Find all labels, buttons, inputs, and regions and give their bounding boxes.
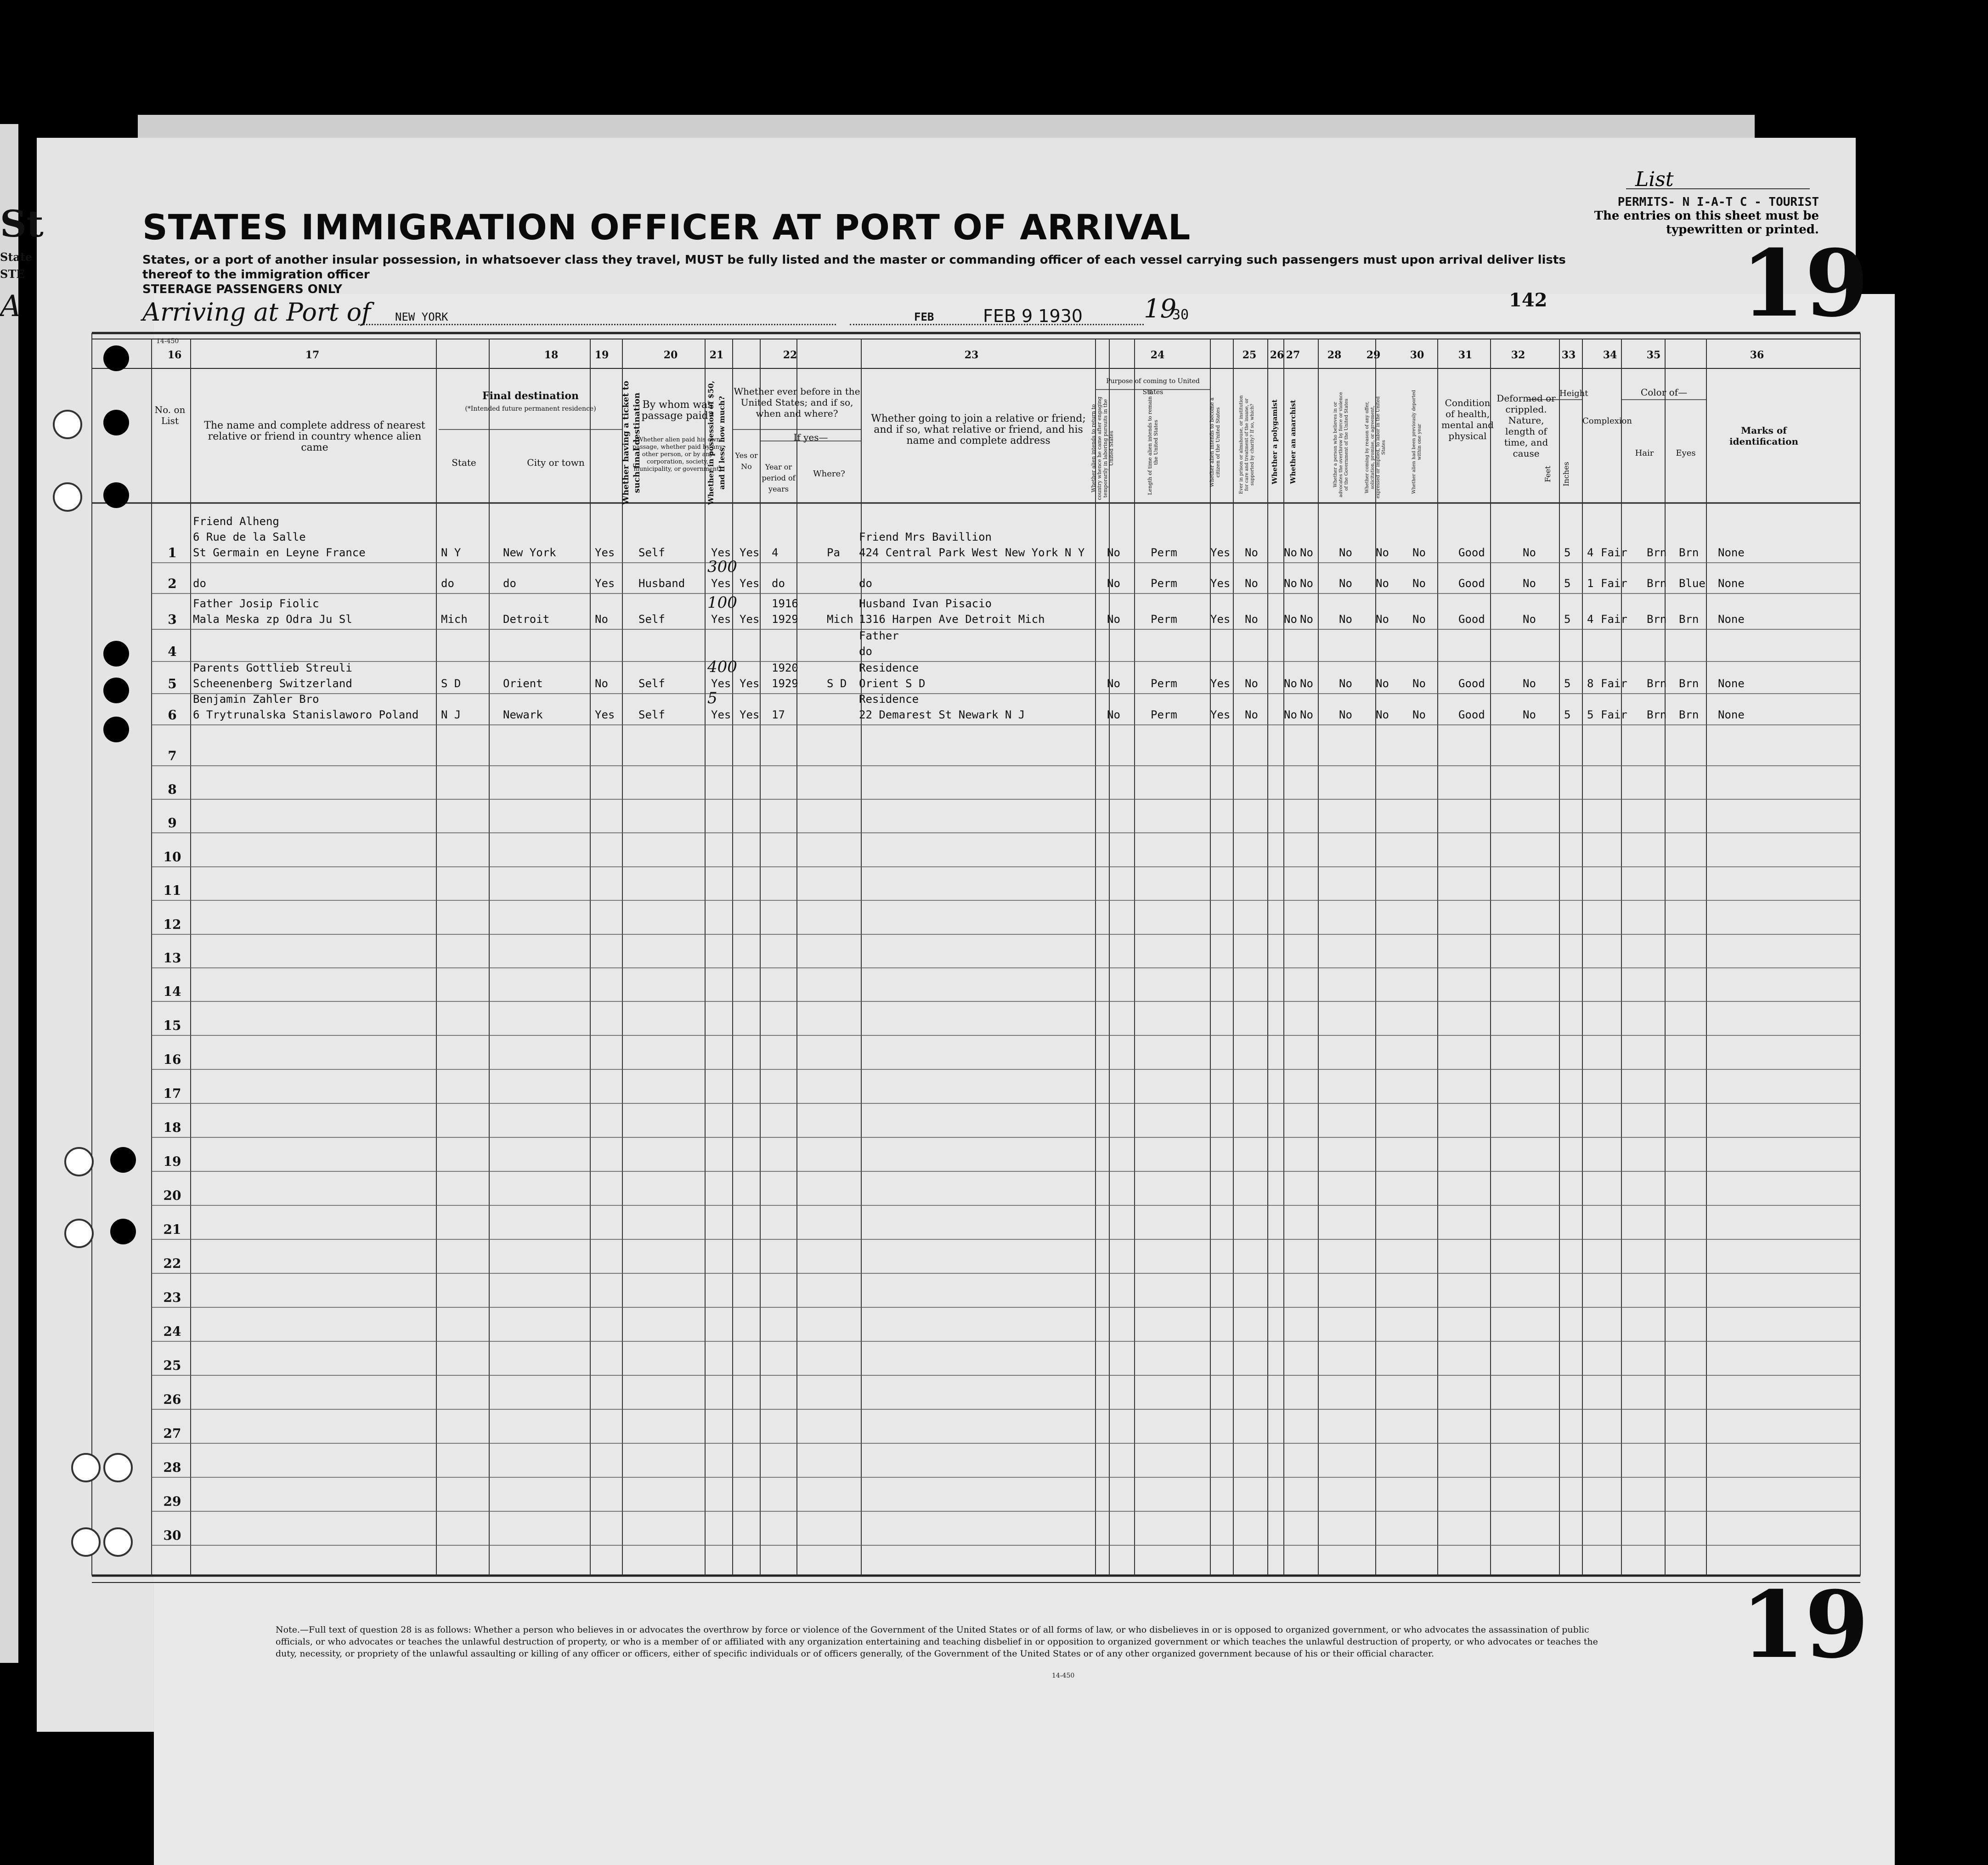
cell-years: do: [772, 577, 785, 590]
column-number: 31: [1458, 349, 1473, 361]
typed-note: The entries on this sheet must be typewritten or printed.: [1594, 209, 1819, 237]
cell-where: S D: [827, 677, 847, 690]
punch-ring: [103, 1453, 133, 1482]
cell-overthrow: No: [1339, 546, 1352, 559]
cell-polyg: No: [1284, 613, 1297, 626]
col31-header: Condition of health, mental and physical: [1441, 397, 1494, 441]
cell-eyes: Blue: [1679, 577, 1706, 590]
cell-hair: Brn: [1647, 546, 1667, 559]
col19-header: Whether having a ticket to such final destination: [621, 380, 642, 505]
left-margin-fragment: St: [0, 202, 44, 245]
cell-city: Newark: [503, 708, 543, 721]
cell-city: Detroit: [503, 613, 550, 626]
cell-hair: Brn: [1647, 613, 1667, 626]
punch-ring: [71, 1527, 101, 1557]
cell-health: Good: [1458, 613, 1485, 626]
col22-yesno: Yes or No: [735, 451, 758, 471]
punch-hole: [103, 345, 129, 371]
cell-city: New York: [503, 546, 556, 559]
cell-overthrow: No: [1339, 613, 1352, 626]
arriving-label: Arriving at Port of: [142, 298, 371, 327]
list-label: List: [1635, 168, 1674, 191]
cell-join-1: Residence: [859, 661, 919, 674]
cell-relative-2: Mala Meska zp Odra Ju Sl: [193, 613, 352, 626]
cell-before: Yes: [740, 708, 760, 721]
row-number: 9: [168, 815, 177, 831]
cell-health: Good: [1458, 546, 1485, 559]
port-value: NEW YORK: [395, 311, 448, 323]
column-number: 25: [1242, 349, 1257, 361]
cell-labor: No: [1376, 708, 1389, 721]
punch-hole: [103, 717, 129, 742]
cell-before: Yes: [740, 677, 760, 690]
cell-prison: No: [1245, 613, 1258, 626]
cell-where: Mich: [827, 613, 853, 626]
cell-overthrow: No: [1339, 677, 1352, 690]
col33-header: Height: [1559, 389, 1588, 398]
cell-before: Yes: [740, 613, 760, 626]
cell-overthrow: No: [1339, 577, 1352, 590]
row-number: 22: [163, 1256, 181, 1271]
col36-header: Marks of identification: [1729, 425, 1799, 447]
cell-feet: 5: [1564, 677, 1571, 690]
row-number: 23: [163, 1290, 181, 1305]
cell-health: Good: [1458, 708, 1485, 721]
left-margin-fragment: A: [0, 289, 22, 323]
cell-deformed: No: [1523, 546, 1536, 559]
cell-paid-by: Self: [638, 677, 665, 690]
instructions-text: States, or a port of another insular possession, in whatsoever class they travel, MUST be fully listed and the master or commanding officer of each vessel carrying such passengers must upon arrival deliver lists thereof to the immigration officer: [142, 253, 1566, 282]
row-number: 29: [163, 1494, 181, 1509]
cell-citizen: Yes: [1210, 546, 1231, 559]
row-number: 21: [163, 1222, 181, 1237]
cell-join-1: Father: [859, 629, 899, 642]
cell-paid-by: Self: [638, 546, 665, 559]
column-number: 16: [167, 349, 182, 361]
punch-hole: [103, 641, 129, 667]
row-number: 13: [163, 950, 181, 966]
passenger-class: STEERAGE PASSENGERS ONLY: [142, 283, 342, 296]
cell-length: Perm: [1151, 613, 1177, 626]
cell-join-2: Orient S D: [859, 677, 926, 690]
col22-header: Whether ever before in the United States; and if so, when and where?: [734, 386, 860, 419]
column-number: 27: [1286, 349, 1300, 361]
sheet-number-bottom: 19: [1741, 1571, 1869, 1679]
form-code: 14-450: [156, 338, 179, 345]
cell-deformed: No: [1523, 708, 1536, 721]
row-number: 27: [163, 1426, 181, 1441]
col29-header: Whether coming by reason of any offer, solicitation, promise, or agreement, expressed or implied, to labor in the United States: [1365, 396, 1386, 499]
sheet-number-top: 19: [1741, 230, 1869, 338]
cell-relative-2: Scheenenberg Switzerland: [193, 677, 352, 690]
cell-inches: 5: [1587, 708, 1594, 721]
col35-hair: Hair: [1635, 448, 1654, 458]
col20-note: (Whether alien paid his own passage, whether paid by any other person, or by any corporation, society, municipality, or government): [632, 436, 723, 473]
row-number: 24: [163, 1324, 181, 1339]
punch-ring: [64, 1219, 94, 1248]
column-number: 36: [1750, 349, 1764, 361]
col33-inches: Inches: [1562, 462, 1570, 486]
cell-relative-3: St Germain en Leyne France: [193, 546, 366, 559]
cell-marks: None: [1718, 577, 1745, 590]
column-number: 34: [1603, 349, 1617, 361]
cell-prison: No: [1245, 677, 1258, 690]
cell-labor: No: [1376, 577, 1389, 590]
col20-header: By whom was passage paid?: [641, 399, 714, 422]
cell-complexion: Fair: [1601, 708, 1627, 721]
cell-complexion: Fair: [1601, 577, 1627, 590]
col27-header: Whether an anarchist: [1289, 400, 1297, 484]
cell-deformed: No: [1523, 577, 1536, 590]
col30-header: Whether alien had been previously deported within one year: [1412, 390, 1422, 494]
cell-marks: None: [1718, 677, 1745, 690]
cell-money-note: 100: [707, 593, 737, 612]
row-number: 14: [163, 984, 181, 999]
col35-header: Color of—: [1640, 387, 1688, 398]
cell-years: 17: [772, 708, 785, 721]
col26-header: Whether a polygamist: [1271, 399, 1279, 485]
column-number: 21: [709, 349, 724, 361]
cell-relative-1: Friend Alheng: [193, 515, 279, 528]
cell-eyes: Brn: [1679, 677, 1699, 690]
cell-length: Perm: [1151, 546, 1177, 559]
cell-labor: No: [1376, 546, 1389, 559]
cell-inches: 8: [1587, 677, 1594, 690]
row-number: 19: [163, 1154, 181, 1169]
cell-join-2: 22 Demarest St Newark N J: [859, 708, 1025, 721]
cell-polyg: No: [1284, 546, 1297, 559]
year-suffix: 30: [1172, 307, 1189, 323]
cell-money: Yes: [711, 677, 731, 690]
cell-inches: 4: [1587, 546, 1594, 559]
punch-ring: [53, 410, 82, 439]
cell-hair: Brn: [1647, 577, 1667, 590]
col24c-header: Whether alien intends to become a citizen of the United States: [1209, 397, 1221, 487]
cell-eyes: Brn: [1679, 546, 1699, 559]
cell-hair: Brn: [1647, 708, 1667, 721]
row-number: 20: [163, 1188, 181, 1203]
cell-citizen: Yes: [1210, 577, 1231, 590]
cell-ticket: Yes: [595, 546, 615, 559]
col18-state-header: State: [452, 457, 476, 468]
cell-money: Yes: [711, 546, 731, 559]
cell-anarch: No: [1300, 677, 1313, 690]
punch-hole: [103, 410, 129, 435]
col18-note: (*Intended future permanent residence): [465, 405, 596, 413]
column-number: 35: [1646, 349, 1661, 361]
cell-relative-1: Father Josip Fiolic: [193, 597, 319, 610]
row-number: 15: [163, 1018, 181, 1033]
row-number: 11: [163, 883, 181, 898]
month-value: FEB: [914, 311, 934, 323]
cell-anarch: No: [1300, 577, 1313, 590]
col35-eyes: Eyes: [1676, 448, 1696, 458]
cell-deformed: No: [1523, 613, 1536, 626]
col22-ifyes: If yes—: [793, 432, 828, 443]
punch-hole: [103, 678, 129, 703]
cell-years: 1920: [772, 661, 798, 674]
col33-feet: Feet: [1543, 466, 1552, 482]
cell-relative-1: Parents Gottlieb Streuli: [193, 661, 352, 674]
cell-citizen: Yes: [1210, 708, 1231, 721]
list-number: 142: [1509, 289, 1547, 311]
col24b-header: Length of time alien intends to remain in the United States: [1147, 390, 1159, 495]
cell-where: Pa: [827, 546, 840, 559]
cell-ticket: Yes: [595, 577, 615, 590]
column-number: 17: [305, 349, 320, 361]
punch-hole: [110, 1219, 136, 1244]
cell-feet: 5: [1564, 613, 1571, 626]
row-number: 10: [163, 849, 181, 865]
cell-relative-1: Benjamin Zahler Bro: [193, 693, 319, 706]
cell-anarch: No: [1300, 708, 1313, 721]
cell-anarch: No: [1300, 546, 1313, 559]
cell-join-2: do: [859, 645, 872, 658]
cell-state: Mich: [441, 613, 468, 626]
cell-state: N J: [441, 708, 461, 721]
cell-overthrow: No: [1339, 708, 1352, 721]
punch-hole: [103, 482, 129, 508]
cell-before: Yes: [740, 577, 760, 590]
cell-join-1: Husband Ivan Pisacio: [859, 597, 992, 610]
row-number: 1: [168, 545, 177, 560]
row-number: 2: [168, 576, 177, 591]
cell-state: S D: [441, 677, 461, 690]
cell-complexion: Fair: [1601, 613, 1627, 626]
row-number: 6: [168, 707, 177, 723]
cell-return: No: [1107, 677, 1120, 690]
cell-feet: 5: [1564, 577, 1571, 590]
row-number: 17: [163, 1086, 181, 1101]
row-number: 5: [168, 676, 177, 691]
cell-marks: None: [1718, 613, 1745, 626]
row-number: 12: [163, 917, 181, 932]
page-title: STATES IMMIGRATION OFFICER AT PORT OF ARRIVAL: [142, 207, 1191, 248]
col16-header: No. on List: [154, 404, 186, 426]
cell-polyg: No: [1284, 677, 1297, 690]
cell-marks: None: [1718, 708, 1745, 721]
col22-where: Where?: [813, 469, 845, 479]
cell-join-1: do: [859, 577, 872, 590]
cell-ticket: No: [595, 677, 608, 690]
punch-ring: [64, 1147, 94, 1176]
left-margin-fragment: STE: [0, 267, 25, 281]
cell-paid-by: Self: [638, 613, 665, 626]
cell-marks: None: [1718, 546, 1745, 559]
column-number: 26: [1270, 349, 1284, 361]
cell-anarch: No: [1300, 613, 1313, 626]
col18-header: Final destination: [482, 390, 579, 402]
column-number: 29: [1366, 349, 1381, 361]
col22-year: Year or period of years: [762, 463, 796, 493]
col25-header: Ever in prison or almshouse, or institution for care and treatment of the insane, or supported by charity? If so, which?: [1239, 395, 1255, 494]
row-number: 25: [163, 1358, 181, 1373]
col23-header: Whether going to join a relative or friend; and if so, what relative or friend, and his name and complete address: [871, 413, 1086, 446]
cell-eyes: Brn: [1679, 708, 1699, 721]
left-margin-fragment: State: [0, 250, 33, 264]
cell-return: No: [1107, 546, 1120, 559]
punch-hole: [110, 1147, 136, 1173]
date-stamp: FEB 9 1930: [983, 306, 1083, 326]
cell-inches: 1: [1587, 577, 1594, 590]
cell-relative-2: 6 Trytrunalska Stanislaworo Poland: [193, 708, 419, 721]
cell-join-2: 424 Central Park West New York N Y: [859, 546, 1085, 559]
punch-ring: [53, 482, 82, 512]
footer-form-code: 14-450: [1052, 1672, 1075, 1679]
row-number: 28: [163, 1460, 181, 1475]
cell-health: Good: [1458, 677, 1485, 690]
cell-state: do: [441, 577, 454, 590]
cell-inches: 4: [1587, 613, 1594, 626]
column-number: 23: [964, 349, 979, 361]
row-number: 16: [163, 1052, 181, 1067]
cell-years: 1916: [772, 597, 798, 610]
cell-join-2: 1316 Harpen Ave Detroit Mich: [859, 613, 1045, 626]
cell-join-1: Residence: [859, 693, 919, 706]
cell-join-1: Friend Mrs Bavillion: [859, 531, 992, 543]
cell-prison: No: [1245, 577, 1258, 590]
cell-money: Yes: [711, 708, 731, 721]
footnote-question-28: Note.—Full text of question 28 is as follows: Whether a person who believes in or advocates the overthrow by force or violence of the Government of the United States or of all forms of law, or who disbelieves in or is opposed to organized government, or who advocates the assassination of public officials, or who advocates or teaches the unlawful destruction of property, or who is a member of or affiliated with any organization entertaining and teaching disbelief in or opposition to organized government or which teaches the unlawful destruction of property, or who advocates or teaches the duty, necessity, or propriety of the unlawful assaulting or killing of any officer or officers, either of specific individuals or of officers generally, of the Government of the United States or of any other organized government because of his or their official character.: [276, 1625, 1598, 1659]
cell-return: No: [1107, 708, 1120, 721]
column-number: 19: [594, 349, 609, 361]
cell-ticket: No: [595, 613, 608, 626]
row-number: 3: [168, 612, 177, 627]
cell-polyg: No: [1284, 577, 1297, 590]
cell-length: Perm: [1151, 577, 1177, 590]
row-number: 8: [168, 782, 177, 797]
cell-complexion: Fair: [1601, 546, 1627, 559]
cell-years-2: 1929: [772, 677, 798, 690]
cell-relative-1: do: [193, 577, 206, 590]
cell-length: Perm: [1151, 708, 1177, 721]
cell-ticket: Yes: [595, 708, 615, 721]
col28-header: Whether a person who believes in or advocates the overthrow by force or violence of the Government of the United States: [1333, 392, 1349, 497]
cell-citizen: Yes: [1210, 613, 1231, 626]
col17-header: The name and complete address of nearest relative or friend in country whence alien came: [204, 420, 425, 453]
permits-stamp: PERMITS- N I-A-T C - TOURIST: [1617, 195, 1819, 209]
col34-header: Complexion: [1582, 416, 1632, 426]
cell-money-note: 300: [707, 558, 737, 576]
cell-relative-2: 6 Rue de la Salle: [193, 531, 306, 543]
col21-header: Whether in possession of $50, and if less, how much?: [706, 380, 726, 505]
cell-deformed: No: [1523, 677, 1536, 690]
cell-health: Good: [1458, 577, 1485, 590]
cell-prison: No: [1245, 708, 1258, 721]
cell-money-note: 5: [707, 689, 717, 707]
col18-city-header: City or town: [527, 457, 585, 468]
cell-paid-by: Husband: [638, 577, 685, 590]
cell-length: Perm: [1151, 677, 1177, 690]
cell-money-note: 400: [707, 658, 737, 676]
cell-prison: No: [1245, 546, 1258, 559]
cell-state: N Y: [441, 546, 461, 559]
cell-years-2: 1929: [772, 613, 798, 626]
cell-deported: No: [1412, 708, 1426, 721]
cell-return: No: [1107, 613, 1120, 626]
cell-before: Yes: [740, 546, 760, 559]
cell-feet: 5: [1564, 708, 1571, 721]
col24a-header: Whether alien intends to return to country whence he came after engaging temporarily in laboring pursuits in the United States: [1090, 396, 1114, 500]
column-number: 33: [1561, 349, 1576, 361]
punch-ring: [71, 1453, 101, 1482]
col24-header: Purpose of coming to United States: [1106, 378, 1200, 396]
cell-paid-by: Self: [638, 708, 665, 721]
cell-years: 4: [772, 546, 779, 559]
cell-return: No: [1107, 577, 1120, 590]
column-number: 24: [1150, 349, 1165, 361]
row-number: 7: [168, 748, 177, 763]
cell-labor: No: [1376, 677, 1389, 690]
column-number: 22: [783, 349, 797, 361]
cell-complexion: Fair: [1601, 677, 1627, 690]
column-number: 30: [1410, 349, 1424, 361]
row-number: 4: [168, 644, 177, 659]
cell-deported: No: [1412, 677, 1426, 690]
col32-header: Deformed or crippled. Nature, length of time, and cause: [1497, 393, 1556, 459]
year-prefix: 19: [1144, 294, 1177, 324]
column-number: 18: [544, 349, 559, 361]
punch-ring: [103, 1527, 133, 1557]
column-number: 32: [1511, 349, 1525, 361]
row-number: 18: [163, 1120, 181, 1135]
cell-money: Yes: [711, 577, 731, 590]
cell-city: do: [503, 577, 516, 590]
cell-deported: No: [1412, 613, 1426, 626]
cell-citizen: Yes: [1210, 677, 1231, 690]
cell-city: Orient: [503, 677, 543, 690]
cell-polyg: No: [1284, 708, 1297, 721]
cell-labor: No: [1376, 613, 1389, 626]
cell-deported: No: [1412, 577, 1426, 590]
row-number: 26: [163, 1392, 181, 1407]
cell-hair: Brn: [1647, 677, 1667, 690]
cell-eyes: Brn: [1679, 613, 1699, 626]
column-number: 20: [663, 349, 678, 361]
column-number: 28: [1327, 349, 1342, 361]
cell-feet: 5: [1564, 546, 1571, 559]
cell-deported: No: [1412, 546, 1426, 559]
cell-money: Yes: [711, 613, 731, 626]
row-number: 30: [163, 1528, 181, 1543]
